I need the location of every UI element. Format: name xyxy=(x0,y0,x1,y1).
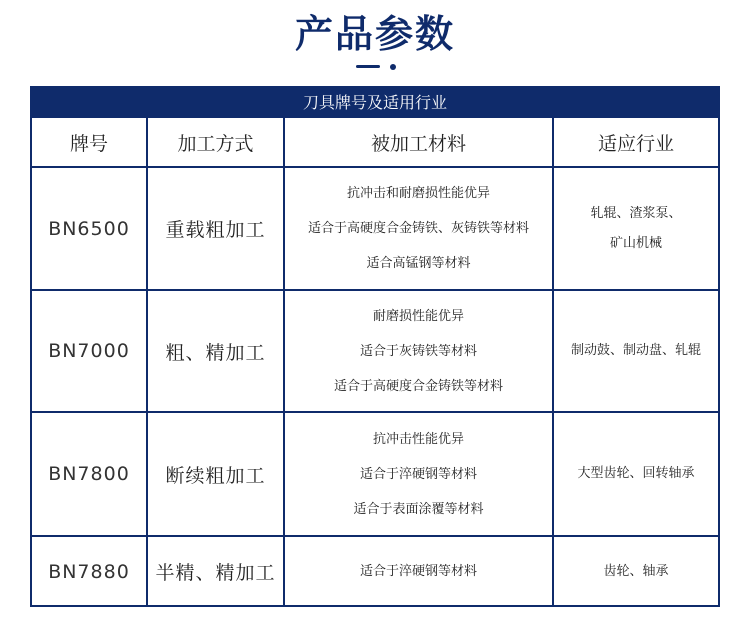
divider-bar xyxy=(356,65,380,68)
material-line: 适合于高硬度合金铸铁等材料 xyxy=(333,378,503,394)
material-line: 适合高锰钢等材料 xyxy=(366,256,471,271)
industry-line: 制动鼓、制动盘、轧辊 xyxy=(570,343,701,358)
method-cell: 半精、精加工 xyxy=(147,536,284,606)
method-cell: 重载粗加工 xyxy=(147,167,284,290)
material-line: 耐磨损性能优异 xyxy=(372,308,464,324)
divider-dot xyxy=(390,64,396,70)
product-parameter-table xyxy=(30,86,720,607)
header-method: 加工方式 xyxy=(147,118,284,167)
grade-cell: BN7880 xyxy=(32,536,147,606)
industry-line: 齿轮、轴承 xyxy=(603,563,669,579)
table-row xyxy=(32,290,718,412)
material-cell xyxy=(284,167,553,290)
industry-line: 轧辊、渣浆泵、 xyxy=(590,205,682,221)
material-line: 适合于高硬度合金铸铁、灰铸铁等材料 xyxy=(307,221,529,236)
industry-cell xyxy=(553,290,718,412)
material-cell xyxy=(284,412,553,536)
grade-cell: BN7000 xyxy=(32,290,147,412)
grade-cell: BN7800 xyxy=(32,412,147,536)
table-header-row xyxy=(32,118,718,167)
table-row xyxy=(32,536,718,606)
industry-cell xyxy=(553,167,718,290)
page-title: 产品参数 xyxy=(294,12,455,56)
material-line: 适合于淬硬钢等材料 xyxy=(359,564,477,579)
header-grade: 牌号 xyxy=(32,118,147,167)
header-material: 被加工材料 xyxy=(284,118,553,167)
table-row xyxy=(32,167,718,290)
table-row xyxy=(32,412,718,536)
industry-line: 矿山机械 xyxy=(609,235,662,251)
grade-cell: BN6500 xyxy=(32,167,147,290)
industry-line: 大型齿轮、回转轴承 xyxy=(577,466,695,481)
table-caption: 刀具牌号及适用行业 xyxy=(32,88,718,118)
industry-cell xyxy=(553,536,718,606)
material-line: 适合于灰铸铁等材料 xyxy=(359,343,477,359)
material-line: 适合于淬硬钢等材料 xyxy=(359,466,477,482)
title-divider xyxy=(356,64,400,70)
method-cell: 粗、精加工 xyxy=(147,290,284,412)
material-line: 抗冲击和耐磨损性能优异 xyxy=(346,186,490,201)
parameter-grid xyxy=(32,118,718,606)
industry-cell xyxy=(553,412,718,536)
material-cell xyxy=(284,290,553,412)
header-industry: 适应行业 xyxy=(553,118,718,167)
material-line: 适合于表面涂覆等材料 xyxy=(353,501,484,517)
material-line: 抗冲击性能优异 xyxy=(372,431,464,447)
method-cell: 断续粗加工 xyxy=(147,412,284,536)
material-cell xyxy=(284,536,553,606)
